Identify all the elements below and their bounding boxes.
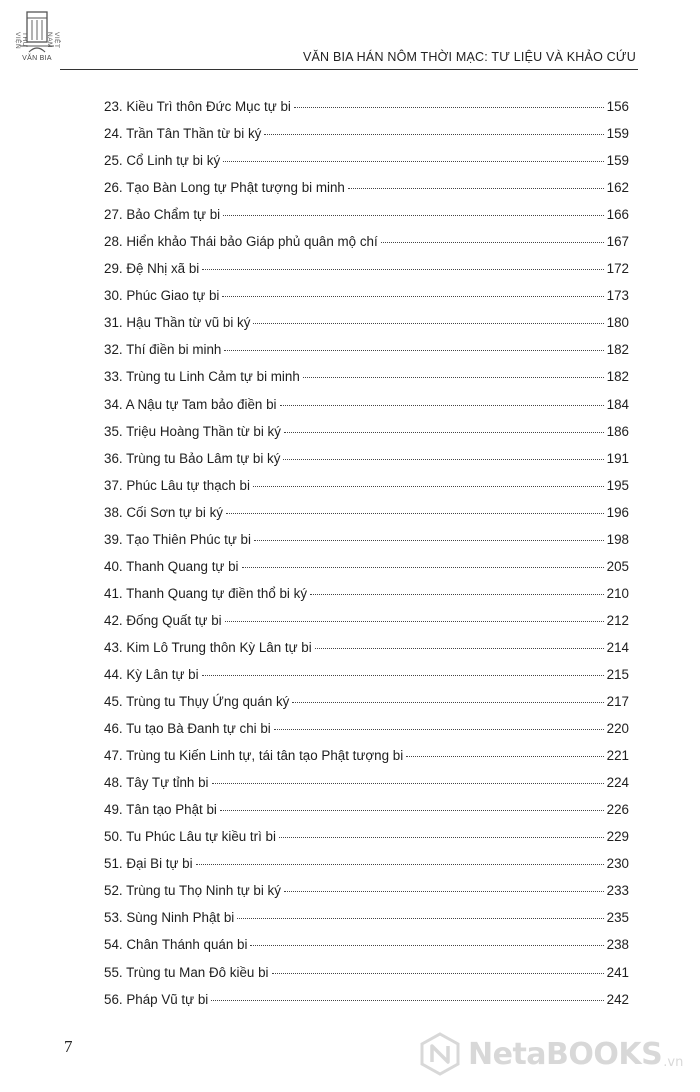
toc-dot-leader	[222, 295, 603, 297]
toc-entry	[104, 363, 629, 390]
toc-dot-leader	[348, 187, 604, 189]
toc-entry-title: 24. Trần Tân Thần từ bi ký	[104, 126, 262, 142]
toc-entry-title: 54. Chân Thánh quán bi	[104, 937, 248, 953]
toc-entry-title: 32. Thí điền bi minh	[104, 342, 222, 358]
page-number: 7	[64, 1037, 73, 1056]
toc-entry-title: 53. Sùng Ninh Phật bi	[104, 910, 235, 926]
toc-entry-page: 173	[606, 288, 629, 304]
header-divider	[60, 69, 638, 70]
toc-entry-page: 166	[606, 207, 629, 223]
toc-entry-page: 182	[606, 342, 629, 358]
toc-entry-title: 28. Hiển khảo Thái bảo Giáp phủ quân mộ chí	[104, 234, 378, 250]
toc-entry-page: 191	[606, 450, 629, 466]
toc-dot-leader	[272, 972, 604, 974]
toc-entry-title: 29. Đệ Nhị xã bi	[104, 261, 200, 277]
toc-entry	[104, 93, 629, 120]
toc-entry-page: 212	[606, 612, 629, 628]
toc-dot-leader	[303, 376, 604, 378]
toc-dot-leader	[212, 782, 604, 784]
toc-entry	[104, 553, 629, 580]
toc-entry-page: 242	[606, 991, 629, 1007]
toc-entry	[104, 391, 629, 418]
logo-side-right-text: VIỆT NAM	[46, 32, 60, 49]
toc-entry-page: 184	[606, 396, 629, 412]
toc-entry-page: 196	[606, 504, 629, 520]
toc-entry-title: 43. Kim Lô Trung thôn Kỳ Lân tự bi	[104, 639, 312, 655]
toc-entry	[104, 661, 629, 688]
toc-entry-page: 214	[606, 639, 629, 655]
toc-entry	[104, 445, 629, 472]
toc-entry-page: 230	[606, 856, 629, 872]
toc-entry-title: 26. Tạo Bàn Long tự Phật tượng bi minh	[104, 180, 345, 196]
toc-entry-title: 41. Thanh Quang tự điền thổ bi ký	[104, 585, 308, 601]
toc-dot-leader	[202, 674, 604, 676]
toc-entry-title: 49. Tân tạo Phật bi	[104, 802, 217, 818]
toc-entry-title: 38. Cối Sơn tự bi ký	[104, 504, 223, 520]
toc-entry-title: 47. Trùng tu Kiến Linh tự, tái tân tạo Phật tượng bi	[104, 748, 404, 764]
table-of-contents	[104, 93, 629, 1013]
toc-dot-leader	[223, 214, 604, 216]
toc-entry	[104, 526, 629, 553]
toc-entry	[104, 823, 629, 850]
toc-dot-leader	[274, 728, 604, 730]
toc-dot-leader	[211, 999, 603, 1001]
toc-entry	[104, 255, 629, 282]
logo-side-left-text: THƯ VIỆN	[14, 32, 28, 50]
toc-dot-leader	[284, 431, 604, 433]
toc-dot-leader	[310, 593, 604, 595]
toc-entry-title: 51. Đại Bi tự bi	[104, 856, 193, 872]
toc-entry-page: 233	[606, 883, 629, 899]
toc-entry-page: 238	[606, 937, 629, 953]
toc-entry	[104, 120, 629, 147]
toc-entry-page: 217	[606, 694, 629, 710]
toc-entry-page: 180	[606, 315, 629, 331]
toc-entry	[104, 904, 629, 931]
toc-entry	[104, 580, 629, 607]
toc-entry	[104, 418, 629, 445]
toc-dot-leader	[254, 539, 604, 541]
toc-entry	[104, 769, 629, 796]
toc-entry-title: 39. Tạo Thiên Phúc tự bi	[104, 531, 251, 547]
watermark-suffix: .vn	[663, 1054, 684, 1070]
toc-entry-page: 162	[606, 180, 629, 196]
toc-dot-leader	[381, 241, 604, 243]
running-title: VĂN BIA HÁN NÔM THỜI MẠC: TƯ LIỆU VÀ KHẢO CỨU	[302, 50, 636, 64]
logo-bottom-text: VĂN BIA	[22, 55, 52, 62]
toc-entry	[104, 174, 629, 201]
toc-entry-title: 42. Đống Quất tự bi	[104, 612, 222, 628]
toc-dot-leader	[250, 944, 603, 946]
toc-dot-leader	[253, 322, 603, 324]
toc-entry-title: 44. Kỳ Lân tự bi	[104, 666, 199, 682]
toc-entry-page: 156	[606, 99, 629, 114]
toc-entry-page: 229	[606, 829, 629, 845]
toc-entry-title: 40. Thanh Quang tự bi	[104, 558, 239, 574]
toc-entry	[104, 309, 629, 336]
publisher-watermark	[418, 1030, 683, 1078]
toc-dot-leader	[237, 917, 603, 919]
toc-entry-page: 215	[606, 666, 629, 682]
toc-entry-title: 50. Tu Phúc Lâu tự kiều trì bi	[104, 829, 276, 845]
toc-entry-page: 224	[606, 775, 629, 791]
toc-dot-leader	[280, 404, 604, 406]
toc-entry-title: 48. Tây Tự tỉnh bi	[104, 775, 209, 791]
toc-entry-page: 205	[606, 558, 629, 574]
toc-entry-title: 46. Tu tạo Bà Đanh tự chi bi	[104, 721, 271, 737]
toc-entry-page: 220	[606, 721, 629, 737]
toc-dot-leader	[279, 836, 604, 838]
toc-entry	[104, 850, 629, 877]
toc-dot-leader	[223, 160, 604, 162]
toc-entry	[104, 715, 629, 742]
toc-entry-page: 182	[606, 369, 629, 385]
toc-dot-leader	[225, 620, 604, 622]
toc-dot-leader	[226, 512, 604, 514]
toc-entry	[104, 796, 629, 823]
toc-dot-leader	[242, 566, 604, 568]
toc-dot-leader	[264, 133, 603, 135]
toc-entry	[104, 634, 629, 661]
toc-entry-page: 159	[606, 153, 629, 169]
toc-dot-leader	[406, 755, 603, 757]
toc-entry-title: 56. Pháp Vũ tự bi	[104, 991, 209, 1007]
toc-entry	[104, 147, 629, 174]
toc-dot-leader	[284, 890, 604, 892]
toc-entry	[104, 931, 629, 958]
toc-dot-leader	[202, 268, 603, 270]
toc-entry-page: 195	[606, 477, 629, 493]
toc-dot-leader	[253, 485, 604, 487]
toc-entry-title: 27. Bảo Chẩm tự bi	[104, 207, 221, 223]
toc-entry-title: 30. Phúc Giao tự bi	[104, 288, 220, 304]
toc-entry	[104, 877, 629, 904]
watermark-text: NetaBOOKS	[468, 1036, 663, 1072]
toc-entry-title: 37. Phúc Lâu tự thạch bi	[104, 477, 250, 493]
toc-entry	[104, 499, 629, 526]
toc-entry-title: 23. Kiều Trì thôn Đức Mục tự bi	[104, 99, 291, 114]
toc-entry	[104, 228, 629, 255]
toc-entry-page: 210	[606, 585, 629, 601]
toc-entry-page: 159	[606, 126, 629, 142]
toc-entry-page: 226	[606, 802, 629, 818]
toc-entry	[104, 336, 629, 363]
toc-entry-title: 45. Trùng tu Thụy Ứng quán ký	[104, 694, 290, 710]
toc-entry-page: 172	[606, 261, 629, 277]
toc-entry-page: 167	[606, 234, 629, 250]
toc-entry	[104, 688, 629, 715]
toc-entry-title: 35. Triệu Hoàng Thần từ bi ký	[104, 423, 281, 439]
toc-entry-page: 235	[606, 910, 629, 926]
netabooks-logo-icon	[418, 1032, 462, 1076]
toc-entry-title: 25. Cổ Linh tự bi ký	[104, 153, 221, 169]
toc-entry-page: 241	[606, 964, 629, 980]
toc-entry-title: 34. A Nậu tự Tam bảo điền bi	[104, 396, 277, 412]
toc-dot-leader	[315, 647, 604, 649]
toc-dot-leader	[292, 701, 603, 703]
toc-entry	[104, 742, 629, 769]
toc-entry-title: 33. Trùng tu Linh Cảm tự bi minh	[104, 369, 300, 385]
toc-entry-title: 52. Trùng tu Thọ Ninh tự bi ký	[104, 883, 281, 899]
toc-entry-title: 36. Trùng tu Bảo Lâm tự bi ký	[104, 450, 281, 466]
toc-dot-leader	[224, 349, 603, 351]
toc-entry-page: 221	[606, 748, 629, 764]
toc-dot-leader	[220, 809, 604, 811]
toc-entry-title: 55. Trùng tu Man Đô kiều bi	[104, 964, 269, 980]
toc-entry	[104, 986, 629, 1013]
toc-entry	[104, 282, 629, 309]
toc-entry-title: 31. Hậu Thần từ vũ bi ký	[104, 315, 251, 331]
toc-entry	[104, 472, 629, 499]
library-logo	[14, 10, 60, 62]
toc-dot-leader	[294, 106, 604, 108]
toc-entry-page: 198	[606, 531, 629, 547]
toc-entry	[104, 607, 629, 634]
toc-entry	[104, 201, 629, 228]
toc-dot-leader	[196, 863, 604, 865]
toc-dot-leader	[283, 458, 603, 460]
toc-entry	[104, 959, 629, 986]
toc-entry-page: 186	[606, 423, 629, 439]
